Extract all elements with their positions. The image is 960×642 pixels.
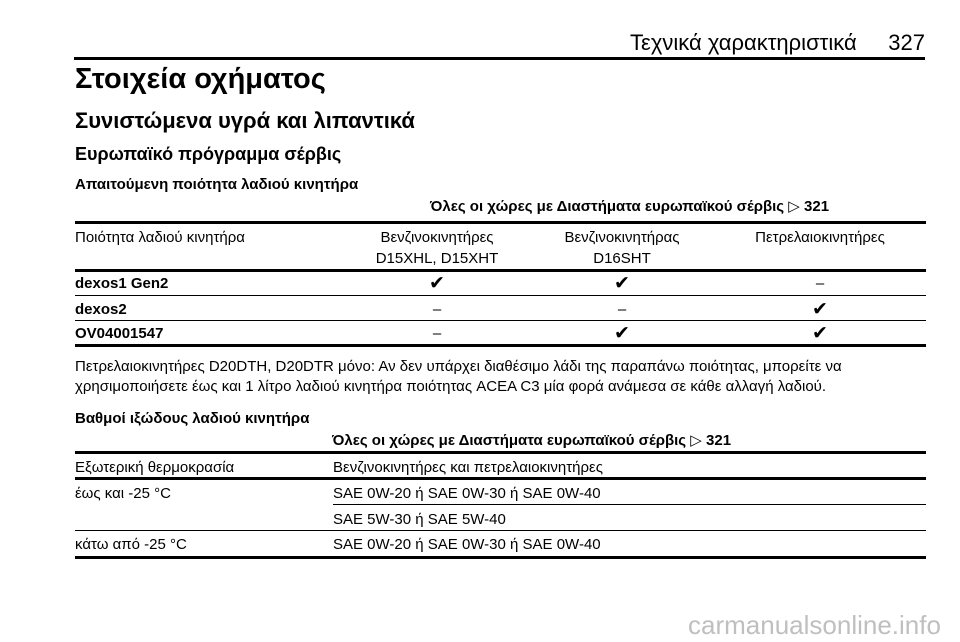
oil-quality-title: Απαιτούμενη ποιότητα λαδιού κινητήρα	[75, 176, 359, 193]
running-header-title: Τεχνικά χαρακτηριστικά	[630, 30, 857, 55]
column-header-engines: Βενζινοκινητήρες και πετρελαιοκινητήρες	[333, 459, 603, 476]
table-row-grade: SAE 5W-30 ή SAE 5W-40	[333, 511, 506, 528]
column-header-petrol-1: Βενζινοκινητήρες	[380, 229, 494, 246]
column-header-outside-temp: Εξωτερική θερμοκρασία	[75, 459, 235, 476]
dash-mark: –	[432, 325, 442, 342]
check-mark-icon: ✔	[429, 273, 445, 294]
table-top-rule	[75, 451, 926, 454]
header-divider	[74, 57, 925, 60]
column-header-oil-quality: Ποιότητα λαδιού κινητήρα	[75, 229, 245, 246]
oil-quality-note	[430, 197, 829, 215]
column-subheader-petrol-2: D16SHT	[593, 250, 651, 267]
table-top-rule	[75, 221, 926, 224]
column-subheader-petrol-1: D15XHL, D15XHT	[375, 250, 499, 267]
table-row-label: dexos2	[75, 301, 127, 318]
check-mark-icon: ✔	[614, 323, 630, 344]
paragraph-line: χρησιμοποιήσετε έως και 1 λίτρο λαδιού κινητήρα ποιότητας ACEA C3 μία φορά ανάμεσα σε κάθε αλλαγή λαδιού.	[75, 378, 827, 395]
viscosity-note-text: Όλες οι χώρες με Διαστήματα ευρωπαϊκού σέρβις	[332, 432, 687, 449]
column-header-petrol-2: Βενζινοκινητήρας	[564, 229, 680, 246]
column-header-diesel: Πετρελαιοκινητήρες	[755, 229, 885, 246]
subsection-heading: Συνιστώμενα υγρά και λιπαντικά	[75, 108, 415, 133]
paragraph-line: Πετρελαιοκινητήρες D20DTH, D20DTR μόνο: Αν δεν υπάρχει διαθέσιμο λάδι της παραπάνω ποιότητας, μπορείτε να	[75, 358, 842, 375]
check-mark-icon: ✔	[614, 273, 630, 294]
sub-subsection-heading: Ευρωπαϊκό πρόγραμμα σέρβις	[75, 144, 342, 164]
oil-quality-note-page-ref[interactable]: 321	[804, 198, 830, 215]
viscosity-title: Βαθμοί ιξώδους λαδιού κινητήρα	[75, 410, 310, 427]
table-row-temp: κάτω από -25 °C	[75, 536, 187, 553]
row-divider	[75, 295, 926, 296]
dash-mark: –	[617, 301, 627, 318]
table-bottom-rule	[75, 344, 926, 347]
table-row-label: OV04001547	[75, 325, 164, 342]
check-mark-icon: ✔	[812, 299, 828, 320]
diesel-note-paragraph	[75, 357, 925, 397]
table-row-grade: SAE 0W-20 ή SAE 0W-30 ή SAE 0W-40	[333, 536, 601, 553]
table-row-label: dexos1 Gen2	[75, 275, 169, 292]
check-mark-icon: ✔	[812, 323, 828, 344]
reference-arrow-icon: ▷	[788, 198, 800, 215]
row-divider	[75, 530, 926, 531]
table-header-rule	[75, 477, 926, 480]
row-divider	[75, 320, 926, 321]
viscosity-note	[332, 431, 731, 449]
dash-mark: –	[815, 275, 825, 292]
watermark-text: carmanualsonline.info	[688, 610, 941, 640]
table-row-temp: έως και -25 °C	[75, 485, 171, 502]
dash-mark: –	[432, 301, 442, 318]
reference-arrow-icon: ▷	[690, 432, 702, 449]
oil-quality-note-text: Όλες οι χώρες με Διαστήματα ευρωπαϊκού σέρβις	[430, 198, 785, 215]
page-number: 327	[888, 30, 925, 55]
table-row-grade: SAE 0W-20 ή SAE 0W-30 ή SAE 0W-40	[333, 485, 601, 502]
table-bottom-rule	[75, 556, 926, 559]
section-heading: Στοιχεία οχήματος	[75, 63, 326, 95]
viscosity-note-page-ref[interactable]: 321	[706, 432, 732, 449]
row-divider	[333, 504, 926, 505]
